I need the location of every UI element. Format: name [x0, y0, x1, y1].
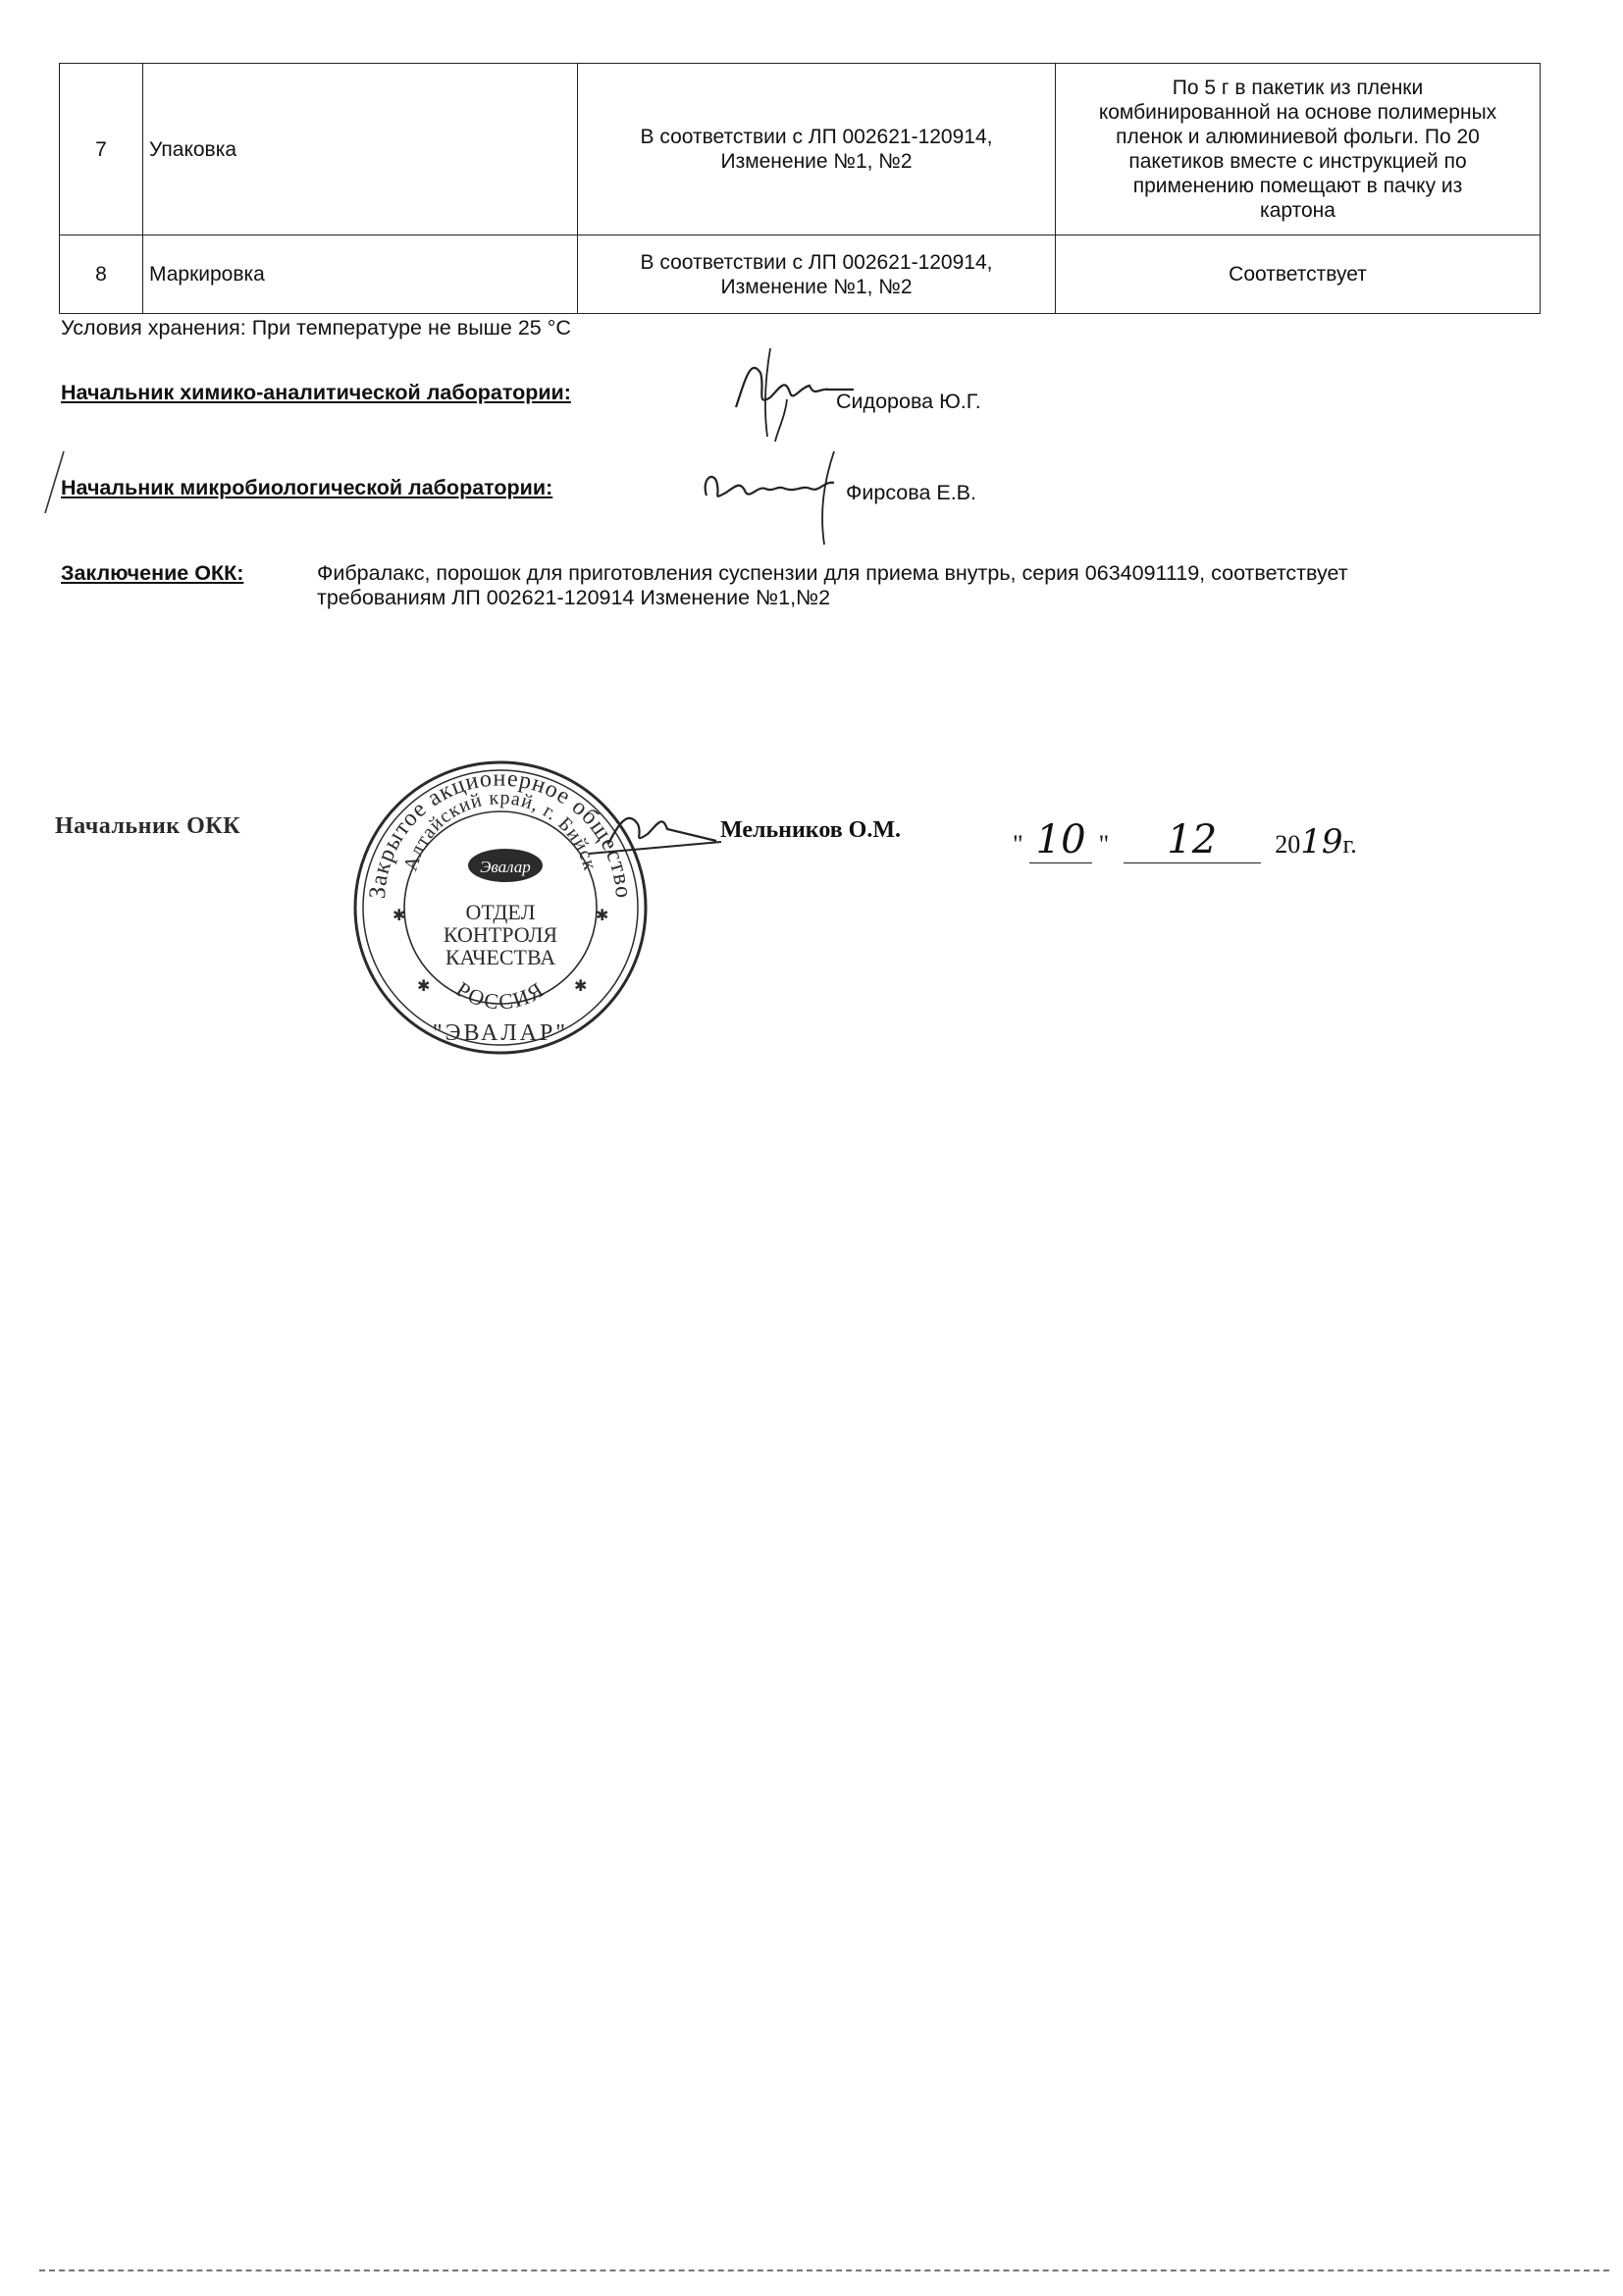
okk-head-signature	[550, 785, 746, 883]
star-icon: ✱	[393, 908, 406, 924]
stamp-outer-text: Закрытое акционерное общество	[364, 765, 637, 900]
conclusion-text: Фибралакс, порошок для приготовления суспензии для приема внутрь, серия 0634091119, соответствует требованиям ЛП 002621-120914 Изменение №1,№2	[317, 561, 1348, 609]
page-bottom-edge	[39, 2270, 1609, 2271]
date-day: 10	[1029, 817, 1092, 863]
okk-head-name: Мельников О.М.	[720, 817, 901, 843]
row-requirement: В соответствии с ЛП 002621-120914, Изменение №1, №2	[578, 64, 1056, 235]
chem-lab-head-title: Начальник химико-аналитической лаборатории:	[61, 381, 571, 404]
stamp-center-line: ОТДЕЛ	[465, 900, 536, 924]
storage-conditions: Условия хранения: При температуре не выше 25 °С	[61, 316, 571, 339]
signature-date: " 10 " 12 2019г.	[1013, 817, 1357, 862]
star-icon: ✱	[574, 978, 588, 995]
chem-lab-head-name: Сидорова Ю.Г.	[836, 390, 981, 413]
row-number: 7	[60, 64, 143, 235]
stamp-inner-text: Алтайский край, г. Бийск	[399, 787, 602, 874]
star-icon: ✱	[596, 908, 609, 924]
stamp-center-line: КАЧЕСТВА	[445, 945, 556, 969]
stamp-bottom-line: "ЭВАЛАР"	[432, 1020, 569, 1046]
row-parameter: Маркировка	[143, 235, 578, 314]
row-number: 8	[60, 235, 143, 314]
row-requirement: В соответствии с ЛП 002621-120914, Изменение №1, №2	[578, 235, 1056, 314]
star-icon: ✱	[417, 978, 431, 995]
micro-lab-head-name: Фирсова Е.В.	[846, 481, 976, 504]
conclusion-label: Заключение ОКК:	[61, 561, 244, 585]
table-row	[60, 235, 1541, 314]
chem-lab-signature	[716, 339, 854, 446]
stamp-bottom-line: РОССИЯ	[451, 976, 550, 1015]
row-result: По 5 г в пакетик из пленки комбинированной на основе полимерных пленок и алюминиевой фольги. По 20 пакетиков вместе с инструкцией по применению помещают в пачку из картона	[1056, 64, 1541, 235]
micro-lab-head-title: Начальник микробиологической лаборатории:	[61, 476, 553, 499]
date-year: 19	[1300, 822, 1343, 861]
row-parameter: Упаковка	[143, 64, 578, 235]
table-row	[60, 64, 1541, 235]
date-month: 12	[1124, 817, 1261, 863]
micro-lab-signature	[687, 442, 854, 549]
svg-text:РОССИЯ	[451, 976, 549, 1014]
results-table	[59, 63, 1541, 314]
stamp-logo: Эвалар	[480, 858, 531, 876]
margin-mark	[39, 446, 69, 515]
stamp-center-line: КОНТРОЛЯ	[443, 922, 558, 947]
row-result: Соответствует	[1056, 235, 1541, 314]
okk-head-title: Начальник ОКК	[55, 813, 241, 839]
